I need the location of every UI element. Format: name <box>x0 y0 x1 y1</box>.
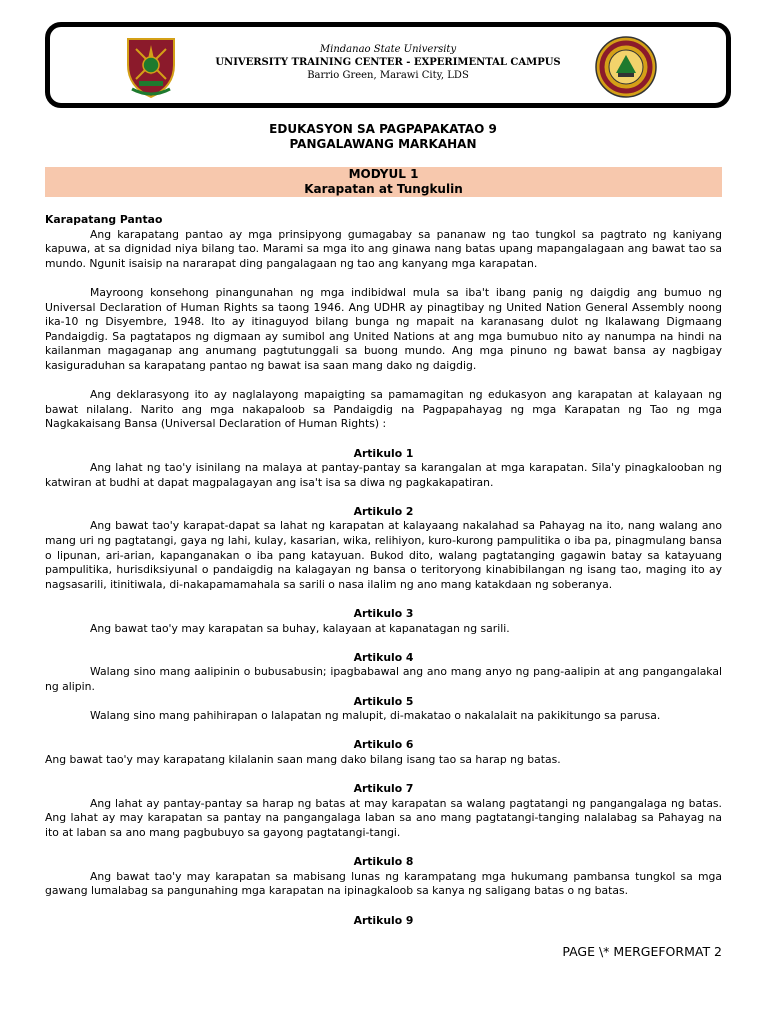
article-3-text: Ang bawat tao'y may karapatan sa buhay, kalayaan at kapanatagan ng sarili. <box>90 621 510 635</box>
article-1-title: Artikulo 1 <box>353 446 414 460</box>
document-body <box>45 213 722 928</box>
article-2-title: Artikulo 2 <box>353 504 414 518</box>
page-number-field: PAGE \* MERGEFORMAT 2 <box>562 944 722 959</box>
article-1-text: Ang lahat ng tao'y isinilang na malaya at pantay-pantay sa karangalan at mga karapatan. Sila'y pinagkalooban ng katwiran at budhi at dapat magpalagayan ang isa't isa sa diwa ng pagkakapatiran. <box>45 461 722 489</box>
article-7-text: Ang lahat ay pantay-pantay sa harap ng batas at may karapatan sa walang pagtatangi ng pangangalaga ng batas. Ang lahat ay may karapatan sa pantay na pangangalaga laban sa ano mang pagtatangi-tanging nalalabag sa Pahayag na ito at laban sa ano mang pagbubuyo sa gayong pagtatangi-tangi. <box>45 796 722 839</box>
article-6-text: Ang bawat tao'y may karapatang kilalanin saan mang dako bilang isang tao sa harap ng batas. <box>45 752 561 766</box>
article-6-title: Artikulo 6 <box>353 738 414 752</box>
article-3-title: Artikulo 3 <box>353 607 414 621</box>
article-7-title: Artikulo 7 <box>353 782 414 796</box>
module-banner <box>45 167 722 197</box>
paragraph-1: Ang karapatang pantao ay mga prinsipyong gumagabay sa pananaw ng tao tungkol sa pagtrato ng kaniyang kapuwa, at sa dignidad niya bilang tao. Marami sa mga ito ang ginawa nang batas upang mapangalagaan ang bawat tao sa mundo. Ngunit isaisip na nararapat ding pangalagaan ng tao ang kanyang mga karapatan. <box>45 227 722 270</box>
module-title: Karapatan at Tungkulin <box>304 182 463 196</box>
paragraph-2: Mayroong konsehong pinangunahan ng mga indibidwal mula sa iba't ibang panig ng daigdig ang bumuo ng Universal Declaration of Human Rights sa taong 1946. Ang UDHR ay pinagtibay ng United Nation General Assembly noong ika-10 ng Disyembre, 1948. Ito ay itinaguyod bilang bunga ng mapait na karanasang dulot ng Ikalawang Digmaang Pandaigdig. Sa pagtatapos ng digmaan ay sumibol ang United Nations at ang mga bumubuo nito ay nanumpa na hindi na kailanman magaganap ang anumang pagtutunggali sa buong mundo. Ang mga pinuno ng bawat bansa ay nagbigay kasiguraduhan sa karapatang pantao ng bawat isa saan mang dako ng daigdig. <box>45 285 722 372</box>
msu-shield-logo <box>124 35 178 99</box>
paragraph-3: Ang deklarasyong ito ay naglalayong mapaigting sa pamamagitan ng edukasyon ang karapatan at kalayaan ng bawat nilalang. Narito ang mga nakapaloob sa Pandaigdig na Pagpapahayag ng mga Karapatan ng Tao ng mga Nagkakaisang Bansa (Universal Declaration of Human Rights) : <box>45 388 722 431</box>
subject-title: EDUKASYON SA PAGPAPAKATAO 9 <box>269 122 497 136</box>
university-name: Mindanao State University <box>319 44 457 55</box>
section-heading: Karapatang Pantao <box>45 213 163 226</box>
article-4-text: Walang sino mang aalipinin o bubusabusin; ipagbabawal ang ano mang anyo ng pang-aalipin at ang pangangalakal ng alipin. <box>45 665 722 693</box>
campus-name: UNIVERSITY TRAINING CENTER - EXPERIMENTAL CAMPUS <box>215 57 561 68</box>
letterhead <box>45 22 731 108</box>
article-4-title: Artikulo 4 <box>353 650 414 664</box>
document-titles <box>45 122 721 152</box>
article-9-title: Artikulo 9 <box>353 913 414 927</box>
article-5-text: Walang sino mang pahihirapan o lalapatan ng malupit, di-makatao o nakalalait na pakikitungo sa parusa. <box>90 709 661 723</box>
article-8-text: Ang bawat tao'y may karapatan sa mabisang lunas ng karampatang mga hukumang pambansa tungkol sa mga gawang lumalabag sa pangunahing mga karapatan na ipinagkaloob sa kanya ng saligang batas o ng batas. <box>45 869 722 898</box>
quarter-title: PANGALAWANG MARKAHAN <box>289 137 477 151</box>
article-5-title: Artikulo 5 <box>353 694 414 708</box>
article-8-title: Artikulo 8 <box>353 855 414 869</box>
article-2-text: Ang bawat tao'y karapat-dapat sa lahat ng karapatan at kalayaang nakalahad sa Pahayag na ito, nang walang ano mang uri ng pagtatangi, gaya ng lahi, kulay, kasarian, wika, relihiyon, kuro-kurong pampulitika o iba pa, pinagmulang bansa o lipunan, ari-arian, kapanganakan o iba pang katayuan. Bukod dito, walang pagtatanging gagawin batay sa katayuang pampulitika, hurisdiksiyunal o pandaigdig na kalagayan ng bansa o teritoryong kinabibilangan ng isang tao, maging ito ay nagsasarili, itinitiwala, di-nakapamamahala sa sarili o nasa ilalim ng ano mang katakdaan ng soberanya. <box>45 519 722 591</box>
module-number: MODYUL 1 <box>348 167 419 181</box>
campus-address: Barrio Green, Marawi City, LDS <box>307 70 469 81</box>
campus-seal-logo <box>594 35 658 99</box>
